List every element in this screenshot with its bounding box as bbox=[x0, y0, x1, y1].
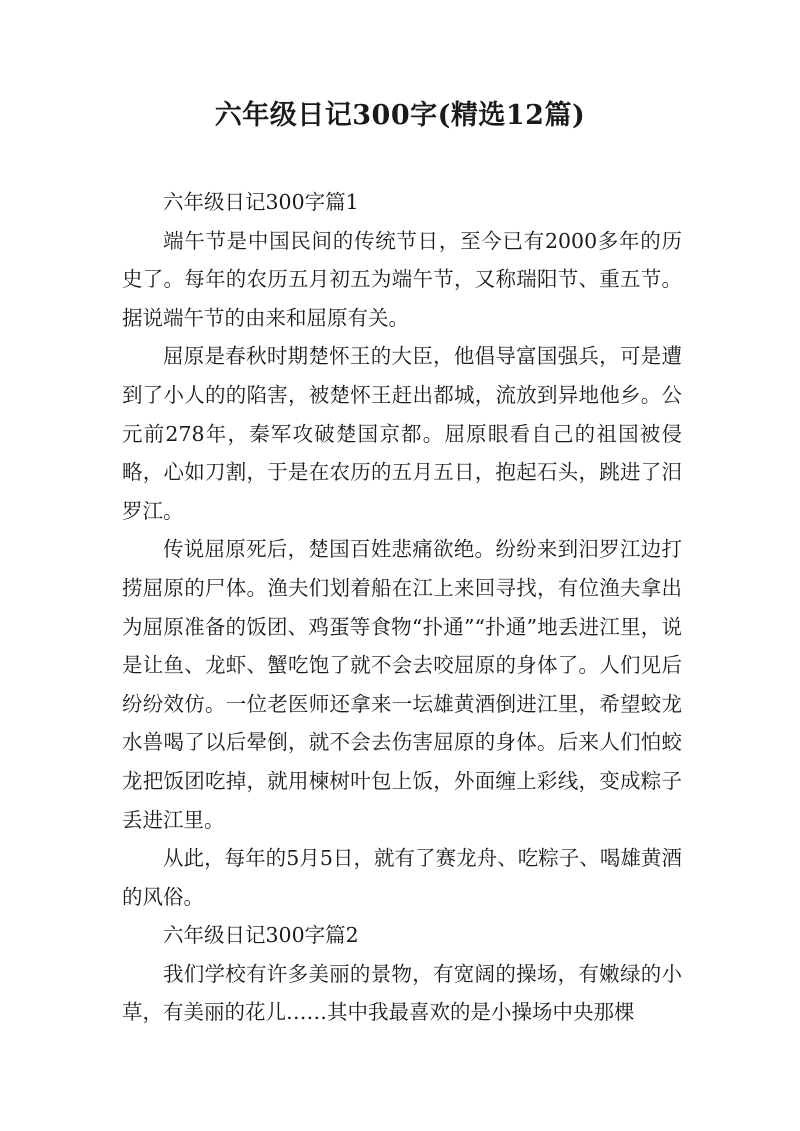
paragraph: 我们学校有许多美丽的景物，有宽阔的操场，有嫩绿的小草，有美丽的花儿……其中我最喜欢的是小操场中央那棵 bbox=[122, 961, 682, 1025]
section-heading-1: 六年级日记300字篇1 bbox=[163, 190, 359, 214]
document-body bbox=[122, 183, 682, 1032]
document-title: 六年级日记300字(精选12篇) bbox=[214, 100, 586, 131]
paragraph: 屈原是春秋时期楚怀王的大臣，他倡导富国强兵，可是遭到了小人的的陷害，被楚怀王赶出都城，流放到异地他乡。公元前278年，秦军攻破楚国京都。屈原眼看自己的祖国被侵略，心如刀割，于是在农历的五月五日，抱起石头，跳进了汨罗江。 bbox=[122, 344, 682, 523]
paragraph: 传说屈原死后，楚国百姓悲痛欲绝。纷纷来到汨罗江边打捞屈原的尸体。渔夫们划着船在江上来回寻找，有位渔夫拿出为屈原准备的饭团、鸡蛋等食物“扑通”“扑通”地丢进江里，说是让鱼、龙虾、蟹吃饱了就不会去咬屈原的身体了。人们见后纷纷效仿。一位老医师还拿来一坛雄黄酒倒进江里，希望蛟龙水兽喝了以后晕倒，就不会去伤害屈原的身体。后来人们怕蛟龙把饭团吃掉，就用楝树叶包上饭，外面缠上彩线，变成粽子丢进江里。 bbox=[122, 537, 682, 832]
paragraph: 从此，每年的5月5日，就有了赛龙舟、吃粽子、喝雄黄酒的风俗。 bbox=[122, 846, 682, 909]
paragraph: 端午节是中国民间的传统节日，至今已有2000多年的历史了。每年的农历五月初五为端午节，又称瑞阳节、重五节。据说端午节的由来和屈原有关。 bbox=[122, 228, 682, 330]
section-heading-2: 六年级日记300字篇2 bbox=[163, 923, 359, 948]
